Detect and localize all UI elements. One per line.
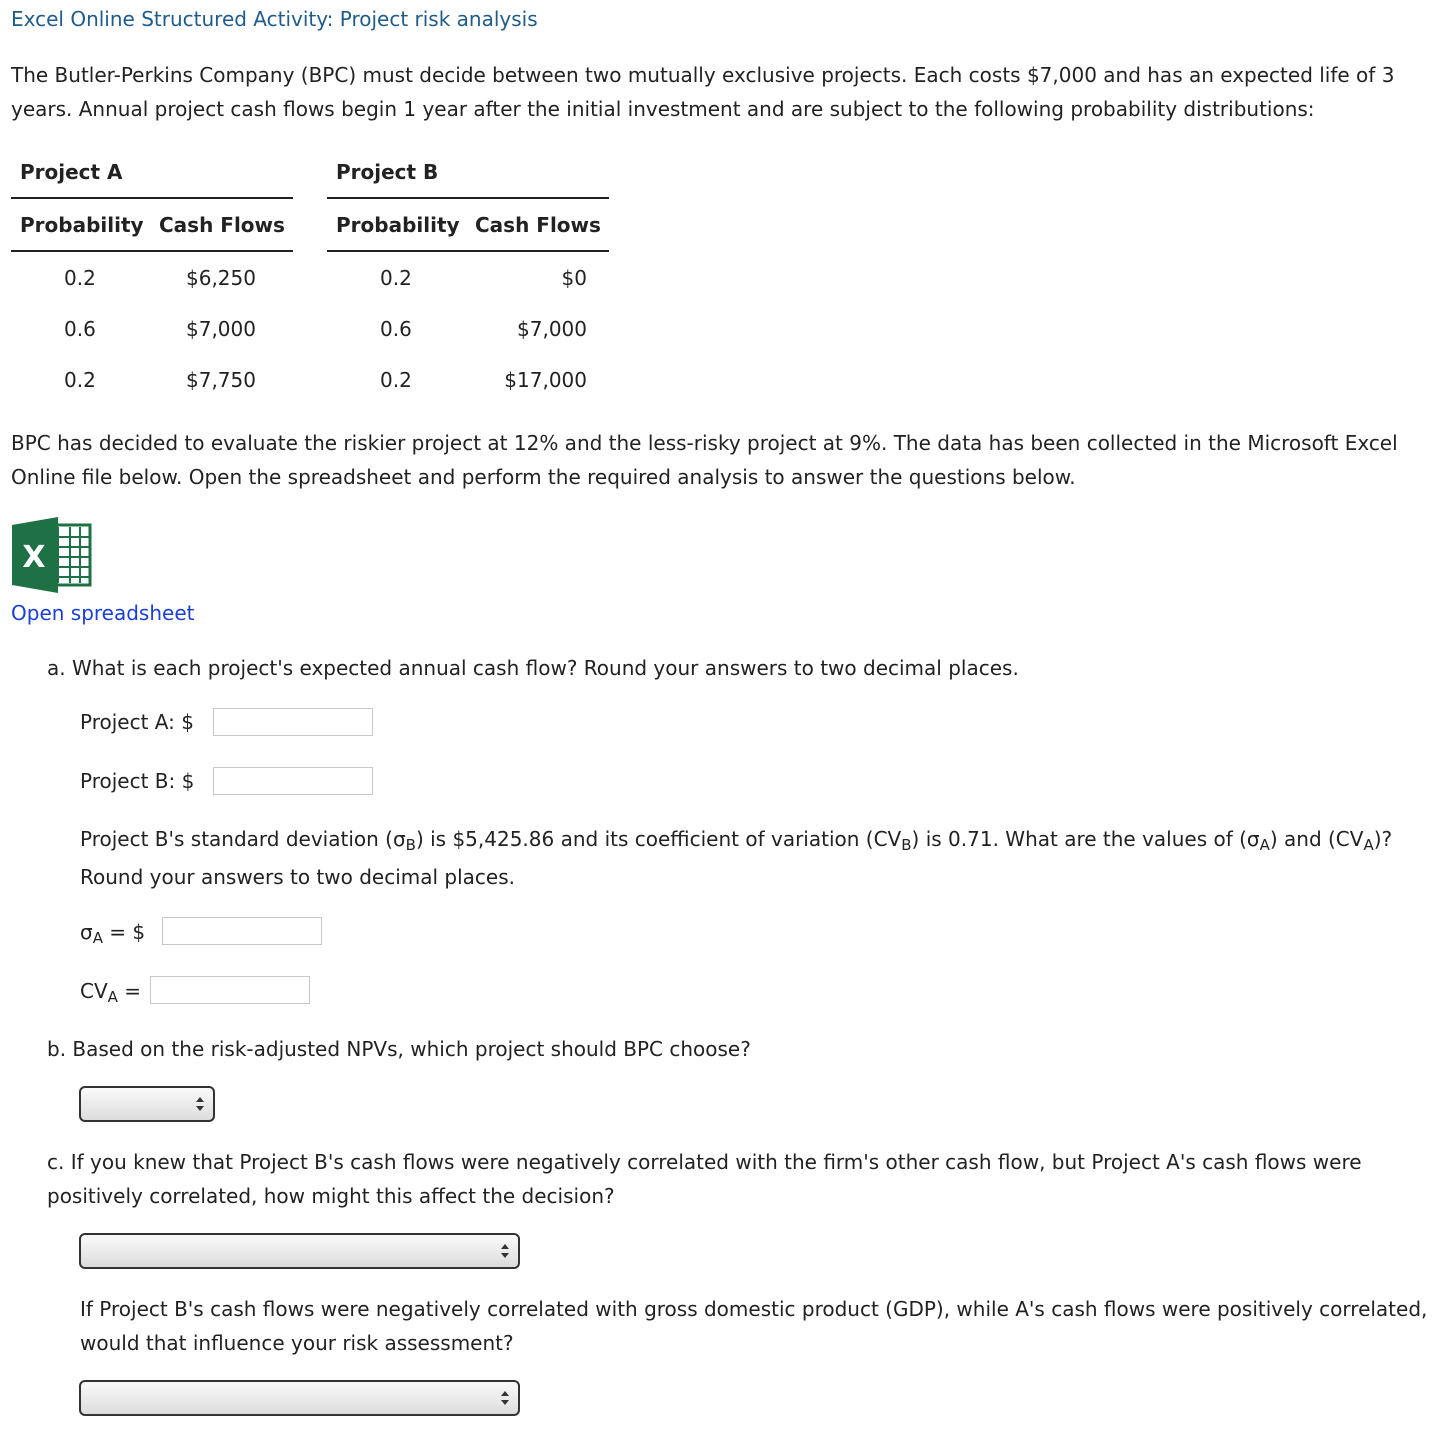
select-arrows-icon [195,1096,205,1112]
gdp-question-select[interactable] [79,1380,520,1416]
sd-sub-b-2: B [901,836,912,854]
sigma-a-input[interactable] [162,917,322,945]
table-cell: 0.6 [64,317,96,341]
sd-question-line2: Round your answers to two decimal places. [80,865,515,889]
select-arrows-icon [500,1390,510,1406]
table-cell: 0.2 [380,368,412,392]
project-b-label: Project B: $ [80,769,195,793]
question-b-select[interactable] [79,1086,215,1122]
sigma-sub-a: A [92,929,103,947]
excel-icon[interactable] [12,517,92,593]
project-b-header-rule [327,250,609,252]
excel-icon-letter: X [22,540,46,575]
question-c-select[interactable] [79,1233,520,1269]
cv-a-input[interactable] [150,976,310,1004]
sd-text-5: )? [1373,827,1393,851]
gdp-question-text: If Project B's cash flows were negatively correlated with gross domestic product (GDP), while A's cash flows were positively correlated, would that influence your risk assessment? [80,1297,1428,1355]
cv-a-label [80,979,142,1006]
project-a-title: Project A [20,160,123,184]
sd-question-line1 [80,827,1393,854]
sd-sub-a-2: A [1363,836,1374,854]
page-title: Excel Online Structured Activity: Project risk analysis [11,7,538,31]
sd-text-2: ) is $5,425.86 and its coefficient of variation (CV [415,827,902,851]
project-b-expected-cf-input[interactable] [213,767,373,795]
sd-sub-a: A [1259,836,1270,854]
table-cell: 0.2 [64,266,96,290]
project-a-expected-cf-input[interactable] [213,708,373,736]
project-a-label: Project A: $ [80,710,194,734]
sd-text-3: ) is 0.71. What are the values of (σ [911,827,1260,851]
table-cell: $6,250 [186,266,256,290]
cv-sub-a: A [107,988,118,1006]
cv-tail: = [117,979,142,1003]
question-c-text: c. If you knew that Project B's cash flows were negatively correlated with the firm's other cash flow, but Project A's cash flows were positively correlated, how might this affect the decision? [47,1150,1362,1208]
table-cell: 0.2 [380,266,412,290]
table-cell: 0.6 [380,317,412,341]
project-a-col-cash-flows: Cash Flows [159,213,285,237]
evaluation-paragraph: BPC has decided to evaluate the riskier project at 12% and the less-risky project at 9%. The data has been collected in the Microsoft Excel Online file below. Open the spreadsheet and perform the required analysis to answer the questions below. [11,431,1398,489]
open-spreadsheet-link[interactable]: Open spreadsheet [11,601,195,625]
project-b-title: Project B [336,160,439,184]
table-cell: $7,000 [517,317,587,341]
intro-paragraph: The Butler-Perkins Company (BPC) must decide between two mutually exclusive projects. Each costs $7,000 and has an expected life of 3 years. Annual project cash flows begin 1 year after the initial investment and are subject to the following probability distributions: [11,63,1395,121]
table-cell: $7,750 [186,368,256,392]
project-a-col-probability: Probability [20,213,144,237]
project-a-top-rule [11,197,293,199]
project-b-top-rule [327,197,609,199]
question-b-text: b. Based on the risk-adjusted NPVs, which project should BPC choose? [47,1037,751,1061]
project-a-header-rule [11,250,293,252]
table-cell: 0.2 [64,368,96,392]
sd-sub-b: B [405,836,416,854]
sigma-a-label [80,920,146,947]
project-b-col-cash-flows: Cash Flows [475,213,601,237]
sd-text-1: Project B's standard deviation (σ [80,827,406,851]
cv-symbol: CV [80,979,108,1003]
sigma-tail: = $ [102,920,146,944]
question-a-text: a. What is each project's expected annual cash flow? Round your answers to two decimal places. [47,656,1019,680]
table-cell: $17,000 [504,368,587,392]
table-cell: $0 [561,266,587,290]
project-b-col-probability: Probability [336,213,460,237]
select-arrows-icon [500,1243,510,1259]
sigma-symbol: σ [80,920,93,944]
table-cell: $7,000 [186,317,256,341]
sd-text-4: ) and (CV [1269,827,1364,851]
